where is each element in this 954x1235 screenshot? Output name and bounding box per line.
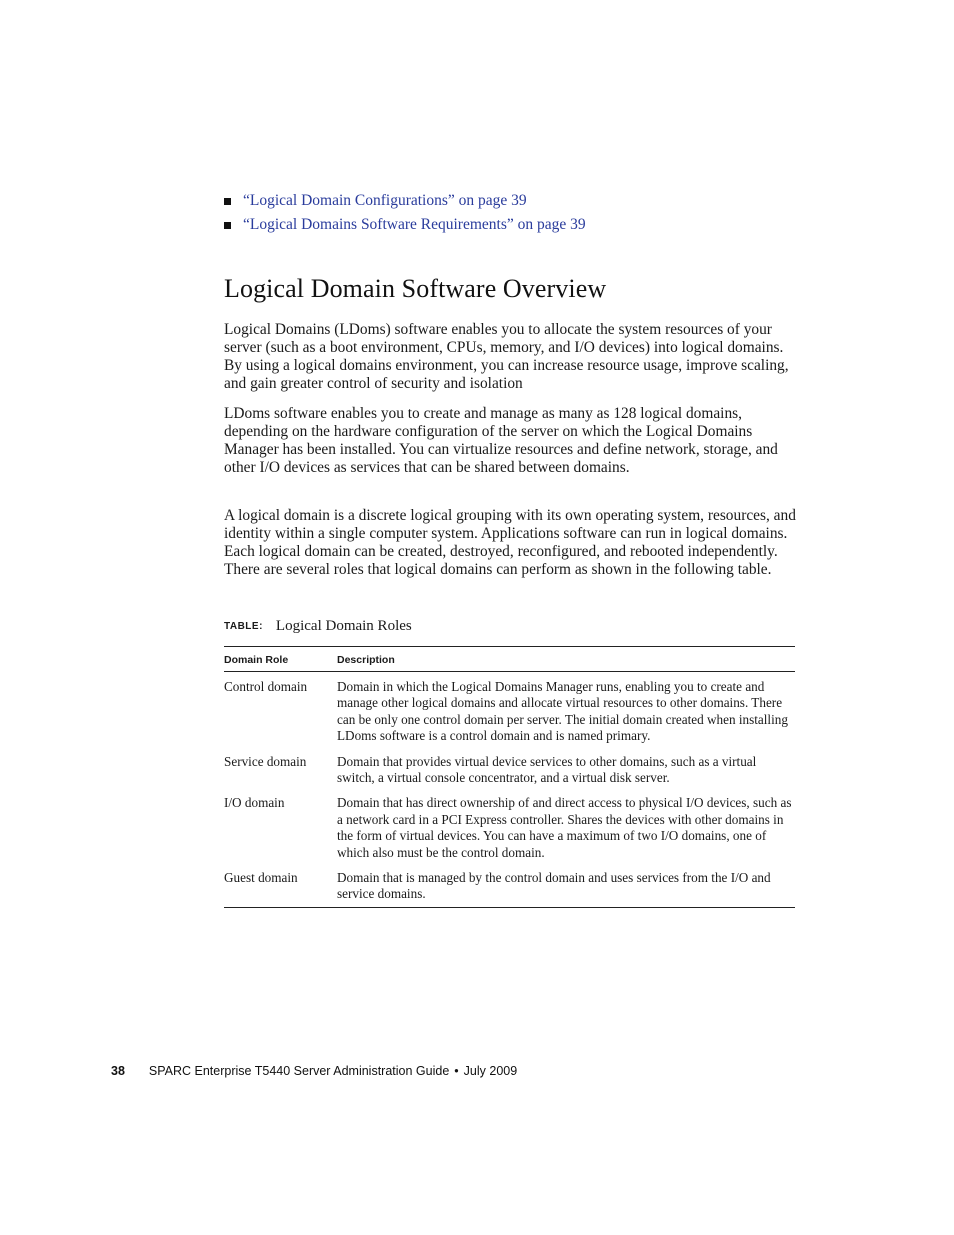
page-number: 38 [111, 1064, 125, 1078]
role-cell: Guest domain [224, 861, 337, 907]
role-cell: Control domain [224, 679, 308, 694]
related-topic-item [224, 214, 804, 238]
related-topics-list [224, 190, 804, 238]
description-cell: Domain that provides virtual device services to other domains, such as a virtual switch, a virtual console concentrator, and a virtual disk server. [337, 753, 757, 786]
book-title: SPARC Enterprise T5440 Server Administration Guide [148, 1064, 450, 1078]
section-heading: Logical Domain Software Overview [224, 274, 607, 303]
page-footer [111, 1064, 517, 1078]
link-logical-domain-configurations[interactable]: “Logical Domain Configurations” on page 39 [243, 192, 527, 209]
table-header-row [224, 647, 795, 672]
table-caption [224, 618, 412, 635]
table-caption-label: TABLE: [224, 621, 263, 632]
domain-roles-table [224, 646, 795, 908]
publication-date: July 2009 [463, 1064, 518, 1078]
table-row [224, 672, 795, 745]
link-logical-domains-software-requirements[interactable]: “Logical Domains Software Requirements” on page 39 [243, 216, 586, 233]
table-caption-title: Logical Domain Roles [275, 618, 412, 634]
table-row [224, 745, 795, 787]
description-cell: Domain that has direct ownership of and direct access to physical I/O devices, such as a network card in a PCI Express controller. Shares the devices with other domains in the form of virtual devices. You can have a maximum of two I/O domains, one of which also must be the control domain. [337, 795, 792, 860]
body-paragraph: Logical Domains (LDoms) software enables you to allocate the system resources of your server (such as a boot environment, CPUs, memory, and I/O devices) into logical domains. By using a logical domains environment, you can increase resource usage, improve scaling, and gain greater control of security and isolation [224, 321, 789, 392]
table-row [224, 861, 795, 907]
description-cell: Domain in which the Logical Domains Manager runs, enabling you to create and manage other logical domains and allocate virtual resources to other domains. There can be only one control domain per server. The initial domain created when installing LDoms software is a control domain and is named primary. [337, 679, 788, 744]
square-bullet-icon [224, 198, 231, 205]
footer-separator: • [454, 1064, 459, 1078]
related-topic-item [224, 190, 804, 214]
body-paragraph: A logical domain is a discrete logical grouping with its own operating system, resources, and identity within a single computer system. Applications software can run in logical domains. Each logical domain can be created, destroyed, reconfigured, and rebooted independently. There are several roles that logical domains can perform as shown in the following table. [224, 507, 796, 578]
body-paragraph: LDoms software enables you to create and manage as many as 128 logical domains, depending on the hardware configuration of the server on which the Logical Domains Manager has been installed. You can virtualize resources and define network, storage, and other I/O devices as services that can be shared between domains. [224, 405, 778, 476]
role-cell: Service domain [224, 753, 307, 769]
column-header-domain-role: Domain Role [224, 647, 337, 672]
description-cell: Domain that is managed by the control domain and uses services from the I/O and service domains. [337, 861, 795, 907]
role-cell: I/O domain [224, 795, 285, 811]
square-bullet-icon [224, 222, 231, 229]
table-row [224, 786, 795, 861]
column-header-description: Description [337, 647, 795, 672]
